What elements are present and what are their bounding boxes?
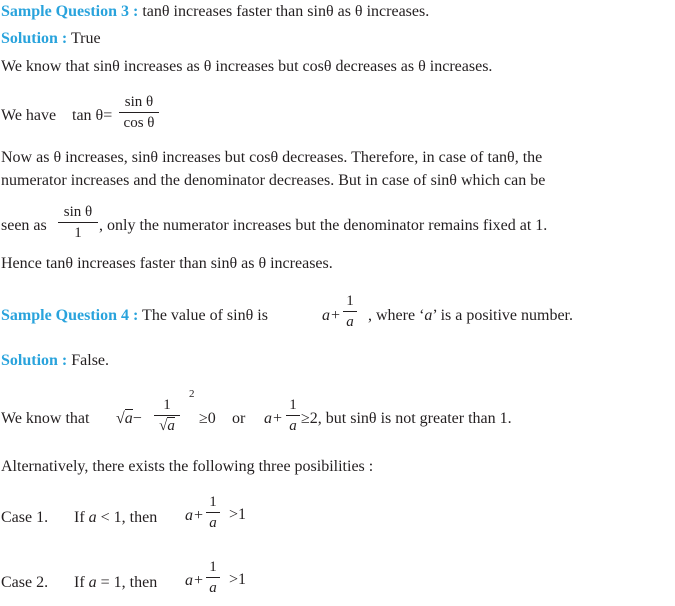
fraction-bar <box>58 222 98 223</box>
sqrt-a-term <box>116 409 142 429</box>
paragraph-seen-as <box>1 216 47 236</box>
solution-4-text: False. <box>67 352 110 369</box>
case-1-one-over-a <box>206 493 220 532</box>
solution-3 <box>1 29 101 49</box>
fraction-bar <box>343 311 357 312</box>
tan-theta-lhs: tan θ= <box>72 107 113 124</box>
fraction-bar <box>206 577 220 578</box>
case-2 <box>1 573 48 593</box>
case-1-fraction-denominator: a <box>209 515 217 531</box>
case-2-label: Case 2. <box>1 574 49 591</box>
sin-over-one-fraction <box>58 203 98 242</box>
exponent-two: 2 <box>189 388 195 400</box>
case-2-one-over-a <box>206 558 220 597</box>
case-1-a-plus: a+ <box>185 507 204 524</box>
paragraph-sin-cos: We know that sinθ increases as θ increases but cosθ decreases as θ increases. <box>1 58 493 75</box>
sqrt-a-denominator-radicand: a <box>167 418 175 434</box>
solution-4 <box>1 351 109 371</box>
sqrt-a-radicand: a <box>124 410 133 427</box>
p5-fraction-numerator: 1 <box>289 397 297 413</box>
case-1-label: Case 1. <box>1 509 49 526</box>
sq4-suffix-var: a <box>424 307 433 324</box>
sq4-one-over-a <box>343 292 357 331</box>
sample-question-3-label: Sample Question 3 : <box>1 3 139 20</box>
case-2-cond-rest: = 1, then <box>96 574 158 591</box>
sq4-a-plus: a+ <box>322 307 341 324</box>
one-over-sqrt-a-denominator: √a <box>159 418 175 434</box>
fraction-bar <box>154 415 180 416</box>
sq4-suffix <box>368 306 573 326</box>
case-1 <box>1 508 48 528</box>
case-2-fraction-denominator: a <box>209 580 217 596</box>
p5-one-over-a <box>286 396 300 435</box>
case-1-fraction-numerator: 1 <box>209 494 217 510</box>
we-have-text: We have <box>1 107 57 124</box>
solution-3-label: Solution : <box>1 30 68 47</box>
one-over-sqrt-a-numerator: 1 <box>163 397 171 413</box>
solution-4-label: Solution : <box>1 352 68 369</box>
paragraph-we-know <box>1 409 89 429</box>
fraction-bar <box>206 512 220 513</box>
p5-fraction-denominator: a <box>289 418 297 434</box>
case-1-if: If <box>74 509 89 526</box>
sample-question-4-label: Sample Question 4 : <box>1 307 139 324</box>
tan-theta-fraction <box>119 93 159 132</box>
case-2-a-plus: a+ <box>185 572 204 589</box>
case-1-var: a <box>88 509 97 526</box>
sin-over-one-denominator: 1 <box>74 225 82 241</box>
one-over-sqrt-a-fraction <box>154 396 180 435</box>
fraction-bar <box>119 112 159 113</box>
seen-as-suffix: , only the numerator increases but the denominator remains fixed at 1. <box>99 217 548 234</box>
sin-over-one-numerator: sin θ <box>63 204 93 220</box>
fraction-bar <box>286 415 300 416</box>
case-1-result: >1 <box>229 506 247 523</box>
geq-zero: ≥0 <box>199 410 216 427</box>
case-1-cond-rest: < 1, then <box>96 509 158 526</box>
tan-fraction-numerator: sin θ <box>124 94 154 110</box>
p5-a-plus: a+ <box>264 410 283 427</box>
case-1-condition <box>74 508 157 528</box>
tan-fraction-denominator: cos θ <box>123 115 155 131</box>
paragraph-we-have <box>1 106 56 126</box>
sample-question-4-text: The value of sinθ is <box>138 307 268 324</box>
geq-two-text: ≥2, but sinθ is not greater than 1. <box>301 410 512 427</box>
solution-3-text: True <box>67 30 101 47</box>
case-2-if: If <box>74 574 89 591</box>
sample-question-4 <box>1 306 268 326</box>
sq4-suffix-part2: ’ is a positive number. <box>432 307 573 324</box>
sq4-suffix-part1: , where ‘ <box>368 307 425 324</box>
case-2-fraction-numerator: 1 <box>209 559 217 575</box>
paragraph-alternatively: Alternatively, there exists the following three posibilities : <box>1 458 374 475</box>
case-2-result: >1 <box>229 571 247 588</box>
case-2-condition <box>74 573 157 593</box>
seen-as-text: seen as <box>1 217 47 234</box>
sample-question-3-text: tanθ increases faster than sinθ as θ increases. <box>138 3 430 20</box>
case-2-var: a <box>88 574 97 591</box>
we-know-text: We know that <box>1 410 90 427</box>
paragraph-now-line2: numerator increases and the denominator decreases. But in case of sinθ which can be <box>1 172 546 189</box>
or-word: or <box>232 410 246 427</box>
sqrt-sign: √ <box>116 410 125 427</box>
sample-question-3 <box>1 2 429 22</box>
paragraph-now-line1: Now as θ increases, sinθ increases but cosθ decreases. Therefore, in case of tanθ, the <box>1 149 543 166</box>
sq4-fraction-numerator: 1 <box>346 293 354 309</box>
sq4-fraction-denominator: a <box>346 314 354 330</box>
paragraph-hence: Hence tanθ increases faster than sinθ as θ increases. <box>1 255 333 272</box>
minus-sign: − <box>132 410 142 427</box>
